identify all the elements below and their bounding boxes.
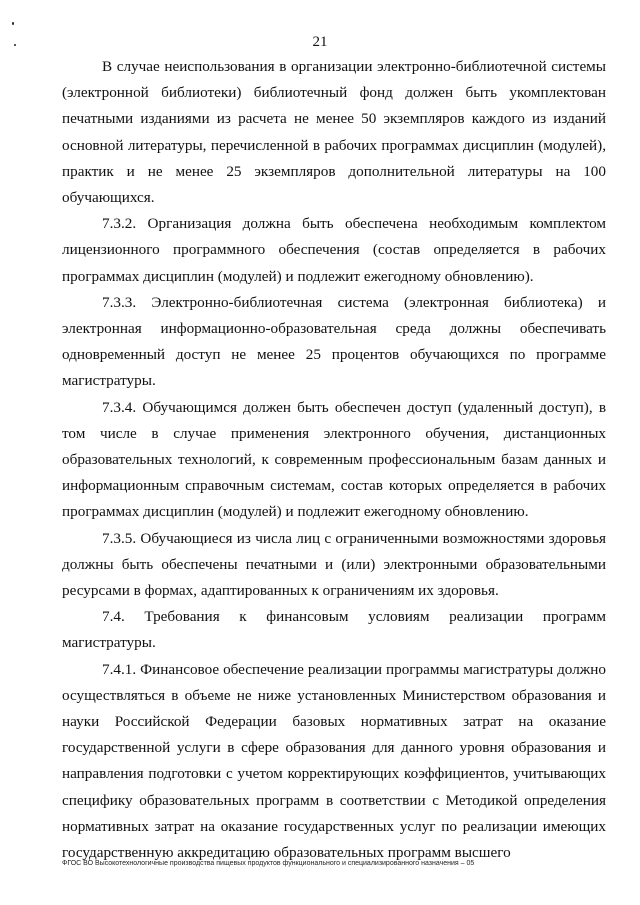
- paragraph-7-4-1: 7.4.1. Финансовое обеспечение реализации программы магистратуры должно осуществляться в объеме не ниже установленных Министерством образования и науки Российской Федерации базовых нормативных затрат на оказание государственной услуги в сфере образования для данного уровня образования и направления подготовки с учетом корректирующих коэффициентов, учитывающих специфику образовательных программ в соответствии с Методикой определения нормативных затрат на оказание государственных услуг по реализации имеющих государственную аккредитацию образовательных программ высшего: [62, 660, 606, 862]
- paragraph-7-3-4: 7.3.4. Обучающимся должен быть обеспечен доступ (удаленный доступ), в том числе в случае применения электронного обучения, дистанционных образовательных технологий, к современным профессиональным базам данных и информационным справочным системам, состав которых определяется в рабочих программах дисциплин (модулей) и подлежит ежегодному обновлению.: [62, 398, 606, 521]
- paragraph-7-4: 7.4. Требования к финансовым условиям реализации программ магистратуры.: [62, 608, 606, 652]
- paragraph-7-3-5: 7.3.5. Обучающиеся из числа лиц с ограниченными возможностями здоровья должны быть обеспечены печатными и (или) электронными образовательными ресурсами в формах, адаптированных к ограничениям их здоровья.: [62, 529, 606, 600]
- paragraph-library-fund: В случае неиспользования в организации электронно-библиотечной системы (электронной библиотеки) библиотечный фонд должен быть укомплектован печатными изданиями из расчета не менее 50 экземпляров каждого из изданий основной литературы, перечисленной в рабочих программах дисциплин (модулей), практик и не менее 25 экземпляров дополнительной литературы на 100 обучающихся.: [62, 58, 606, 207]
- paragraph-7-3-2: 7.3.2. Организация должна быть обеспечена необходимым комплектом лицензионного программного обеспечения (состав определяется в рабочих программах дисциплин (модулей) и подлежит ежегодному обновлению).: [62, 215, 606, 285]
- body-text: [62, 54, 606, 866]
- scan-speck: [12, 22, 14, 25]
- page-footer: ФГОС ВО Высокотехнологичные производства пищевых продуктов функционального и специализированного назначения – 05: [62, 860, 475, 867]
- paragraph-7-3-3: 7.3.3. Электронно-библиотечная система (электронная библиотека) и электронная информационно-образовательная среда должны обеспечивать одновременный доступ не менее 25 процентов обучающихся по программе магистратуры.: [62, 293, 606, 390]
- page-number: 21: [312, 34, 328, 50]
